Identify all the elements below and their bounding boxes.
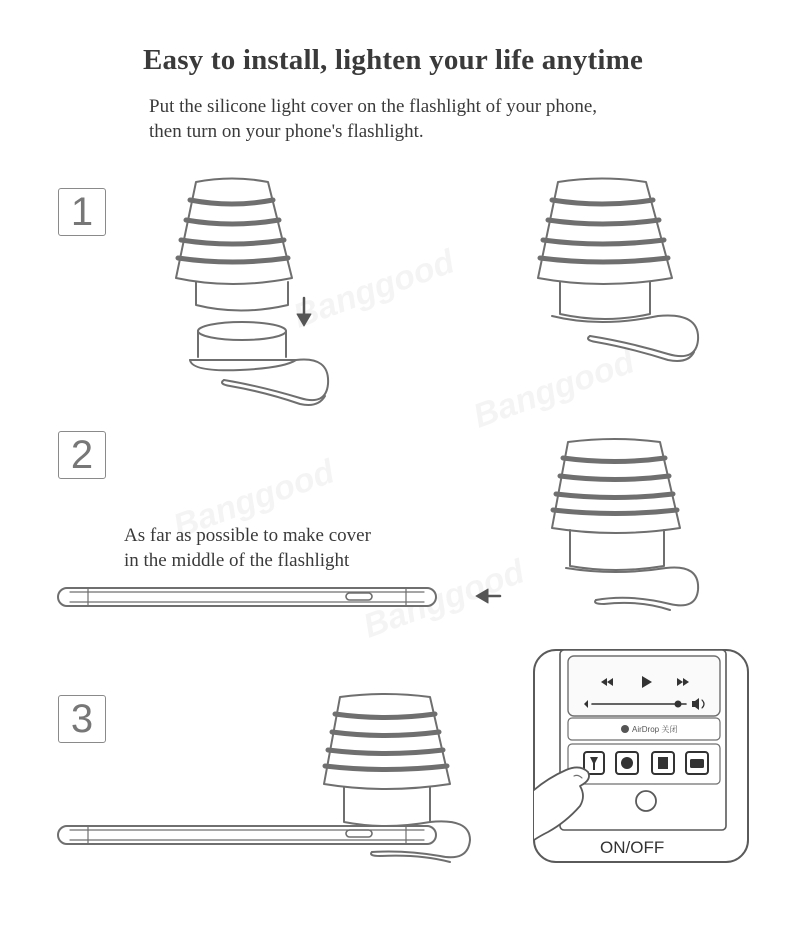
step-3-phone-side — [58, 826, 436, 844]
calculator-button[interactable] — [652, 752, 674, 774]
instruction-line-1: Put the silicone light cover on the flashlight of your phone, — [149, 96, 598, 117]
down-arrow-icon — [297, 298, 311, 326]
step-2-note-line-1: As far as possible to make cover — [124, 525, 371, 546]
step-1-badge: 1 — [58, 188, 106, 236]
onoff-label: ON/OFF — [600, 838, 665, 857]
step-3-badge: 3 — [58, 695, 106, 743]
phone-control-panel — [534, 650, 748, 862]
timer-button[interactable] — [616, 752, 638, 774]
airdrop-icon[interactable] — [621, 725, 629, 733]
step-2-badge: 2 — [58, 431, 106, 479]
step-1-cover-detached — [176, 179, 292, 311]
left-arrow-icon — [476, 589, 500, 603]
step-1-cover-assembled — [538, 179, 698, 362]
home-button[interactable] — [636, 791, 656, 811]
airdrop-label: AirDrop 关闭 — [632, 725, 678, 734]
step-2-note-line-2: in the middle of the flashlight — [124, 550, 350, 571]
instruction-line-2: then turn on your phone's flashlight. — [149, 121, 424, 142]
step-2-phone-side — [58, 588, 436, 606]
camera-button[interactable] — [686, 752, 708, 774]
step-2-cover — [552, 439, 698, 610]
step-1-base-clip — [190, 322, 328, 405]
page-title: Easy to install, lighten your life anytime — [142, 44, 644, 76]
